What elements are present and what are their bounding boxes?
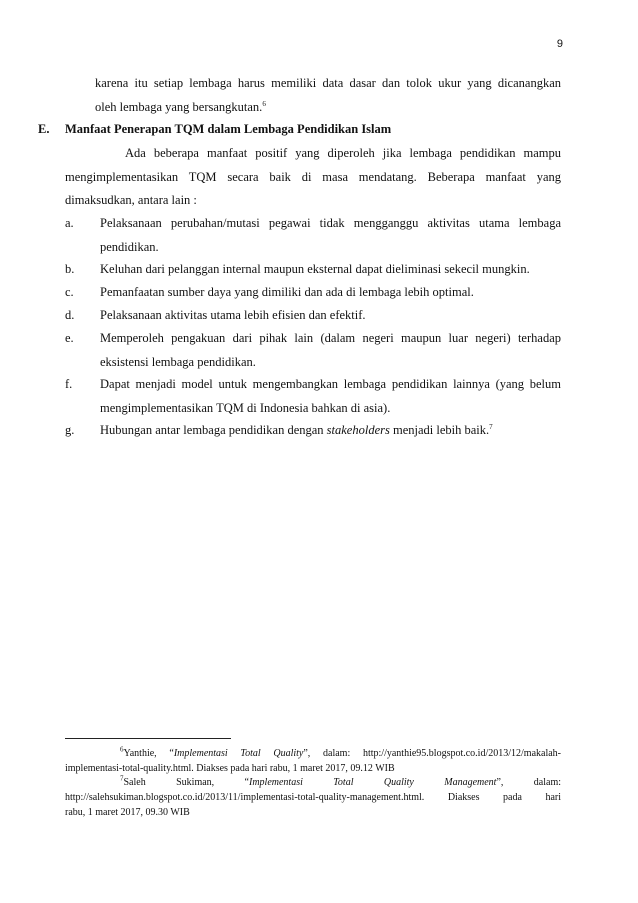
list-content-a xyxy=(100,212,561,259)
list-content-e xyxy=(100,327,561,374)
section-heading xyxy=(38,118,568,142)
footnote-7-title: Implementasi Total Quality Management xyxy=(249,777,497,788)
footnote-ref-6: 6 xyxy=(262,99,266,108)
continuation-line-2-text: oleh lembaga yang bersangkutan. xyxy=(95,100,263,114)
footnote-7-line-3: rabu, 1 maret 2017, 09.30 WIB xyxy=(65,807,190,818)
list-letter-d: d. xyxy=(65,308,75,322)
footnote-6 xyxy=(65,746,561,776)
intro-line-3: dimaksudkan, antara lain : xyxy=(65,193,197,207)
list-content-f xyxy=(100,373,561,420)
list-letter-c: c. xyxy=(65,285,74,299)
footnote-6-line-1 xyxy=(65,746,561,761)
list-content-b xyxy=(100,258,561,282)
list-a-line-2: pendidikan. xyxy=(100,239,159,254)
list-g-suffix: menjadi lebih baik. xyxy=(389,423,490,437)
footnote-6-author: Yanthie, “ xyxy=(123,748,174,759)
list-e-line-1: Memperoleh pengakuan dari pihak lain (dalam negeri maupun luar negeri) terhadap xyxy=(100,331,561,345)
footnote-7-number: 7 xyxy=(120,774,124,783)
list-c-line-1: Pemanfaatan sumber daya yang dimiliki dan ada di lembaga lebih optimal. xyxy=(100,285,474,299)
list-content-d xyxy=(100,304,561,328)
footnote-6-line-1-rest: ”, dalam: http://yanthie95.blogspot.co.id/2013/12/makalah- xyxy=(303,748,561,759)
continuation-line-2 xyxy=(95,96,561,120)
list-f-line-2: mengimplementasikan TQM di Indonesia bahkan di asia). xyxy=(100,400,391,415)
list-letter-a: a. xyxy=(65,216,74,230)
footnote-7 xyxy=(65,775,561,820)
footnote-ref-7: 7 xyxy=(489,422,493,431)
list-letter-g: g. xyxy=(65,423,75,437)
list-b-line-1: Keluhan dari pelanggan internal maupun eksternal dapat dieliminasi sekecil mungkin. xyxy=(100,262,530,276)
section-title: Manfaat Penerapan TQM dalam Lembaga Pendidikan Islam xyxy=(65,122,392,136)
section-letter: E. xyxy=(38,122,50,136)
list-g-prefix: Hubungan antar lembaga pendidikan dengan xyxy=(100,423,327,437)
list-content-c xyxy=(100,281,561,305)
list-letter-f: f. xyxy=(65,377,73,391)
footnote-7-line-2: http://salehsukiman.blogspot.co.id/2013/11/implementasi-total-quality-management.html. Diakses pada hari xyxy=(65,792,561,803)
footnote-7-line-1 xyxy=(65,775,561,790)
continuation-line-1: karena itu setiap lembaga harus memiliki data dasar dan tolok ukur yang dicanangkan xyxy=(95,76,561,90)
list-g-line-1 xyxy=(100,419,561,443)
footnote-6-number: 6 xyxy=(120,745,124,754)
list-d-line-1: Pelaksanaan aktivitas utama lebih efisien dan efektif. xyxy=(100,308,366,322)
list-letter-b: b. xyxy=(65,262,75,276)
list-a-line-1: Pelaksanaan perubahan/mutasi pegawai tidak mengganggu aktivitas utama lembaga xyxy=(100,216,561,230)
intro-line-2: mengimplementasikan TQM secara baik di masa mendatang. Beberapa manfaat yang xyxy=(65,170,561,184)
list-content-g xyxy=(100,419,561,443)
list-f-line-1: Dapat menjadi model untuk mengembangkan lembaga pendidikan lainnya (yang belum xyxy=(100,377,561,391)
intro-line-1: Ada beberapa manfaat positif yang diperoleh jika lembaga pendidikan mampu xyxy=(125,146,561,160)
list-g-italic: stakeholders xyxy=(326,423,390,437)
footnote-6-line-2: implementasi-total-quality.html. Diakses pada hari rabu, 1 maret 2017, 09.12 WIB xyxy=(65,763,395,774)
list-e-line-2: eksistensi lembaga pendidikan. xyxy=(100,354,256,369)
page-number: 9 xyxy=(556,38,563,50)
footnote-7-line-1-rest: ”, dalam: xyxy=(496,777,561,788)
footnote-7-author: Saleh Sukiman, “ xyxy=(123,777,249,788)
list-letter-e: e. xyxy=(65,331,74,345)
footnote-6-title: Implementasi Total Quality xyxy=(173,748,304,759)
footnote-separator xyxy=(65,738,231,739)
